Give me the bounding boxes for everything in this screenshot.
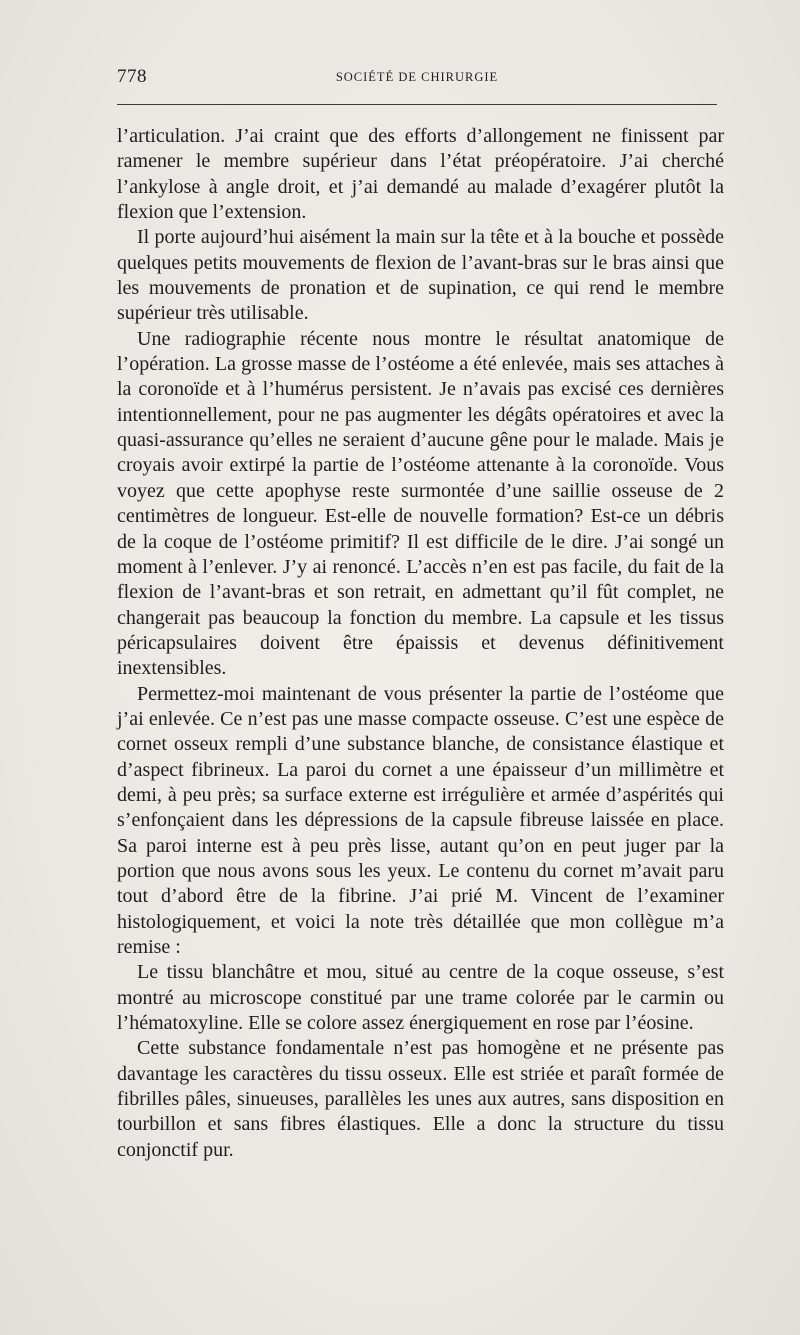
paragraph-2: Il porte aujourd’hui aisément la main sur la tête et à la bouche et possède quelques petits mouvements de flexion de l’avant-bras sur le bras ainsi que les mouvements de pronation et de supination, ce qui rend le membre supérieur très utilisable. <box>117 226 724 325</box>
paragraph-3: Une radiographie récente nous montre le résultat anatomique de l’opération. La grosse masse de l’ostéome a été enlevée, mais ses attaches à la coronoïde et à l’humérus persistent. Je n’avais pas excisé ces dernières intentionnellement, pour ne pas augmenter les dégâts opératoires et avec la quasi-assurance qu’elles ne seraient d’aucune gêne pour le malade. Mais je croyais avoir extirpé la partie de l’ostéome attenante à la coronoïde. Vous voyez que cette apophyse reste surmontée d’une saillie osseuse de 2 centimètres de longueur. Est-elle de nouvelle formation? Est-ce un débris de la coque de l’ostéome primitif? Il est difficile de le dire. J’ai songé un moment à l’enlever. J’y ai renoncé. L’accès n’en est pas facile, du fait de la flexion de l’avant-bras et son retrait, en admettant qu’il fût complet, ne changerait pas beaucoup la fonction du membre. La capsule et les tissus péricapsulaires doivent être épaissis et devenus définitivement inextensibles. <box>117 327 724 680</box>
running-head: SOCIÉTÉ DE CHIRURGIE <box>335 70 499 84</box>
header-rule <box>117 104 717 105</box>
paragraph-5: Le tissu blanchâtre et mou, situé au centre de la coque osseuse, s’est montré au microscope constitué par une trame colorée par le carmin ou l’hématoxyline. Elle se colore assez énergiquement en rose par l’éosine. <box>117 961 724 1035</box>
paragraph-1: l’articulation. J’ai craint que des efforts d’allongement ne finissent par ramener le membre supérieur dans l’état préopératoire. J’ai cherché l’ankylose à angle droit, et j’ai demandé au malade d’exagérer plutôt la flexion que l’extension. <box>117 125 724 224</box>
paragraph-6: Cette substance fondamentale n’est pas homogène et ne présente pas davantage les caractères du tissu osseux. Elle est striée et paraît formée de fibrilles pâles, sinueuses, parallèles les unes aux autres, sans disposition en tourbillon et sans fibres élastiques. Elle a donc la structure du tissu conjonctif pur. <box>117 1037 724 1161</box>
paragraph-4: Permettez-moi maintenant de vous présenter la partie de l’ostéome que j’ai enlevée. Ce n’est pas une masse compacte osseuse. C’est une espèce de cornet osseux rempli d’une substance blanche, de consistance élastique et d’aspect fibrineux. La paroi du cornet a une épaisseur d’un millimètre et demi, à peu près; sa surface externe est irrégulière et armée d’aspérités qui s’enfonçaient dans les dépressions de la capsule fibreuse laissée en place. Sa paroi interne est à peu près lisse, autant qu’on en peut juger par la portion que nous avons sous les yeux. Le contenu du cornet m’avait paru tout d’abord être de la fibrine. J’ai prié M. Vincent de l’examiner histologiquement, et voici la note très détaillée que mon collègue m’a remise : <box>117 682 724 958</box>
page-number: 778 <box>117 66 147 87</box>
page-header <box>117 66 717 96</box>
body-text <box>117 124 724 1163</box>
